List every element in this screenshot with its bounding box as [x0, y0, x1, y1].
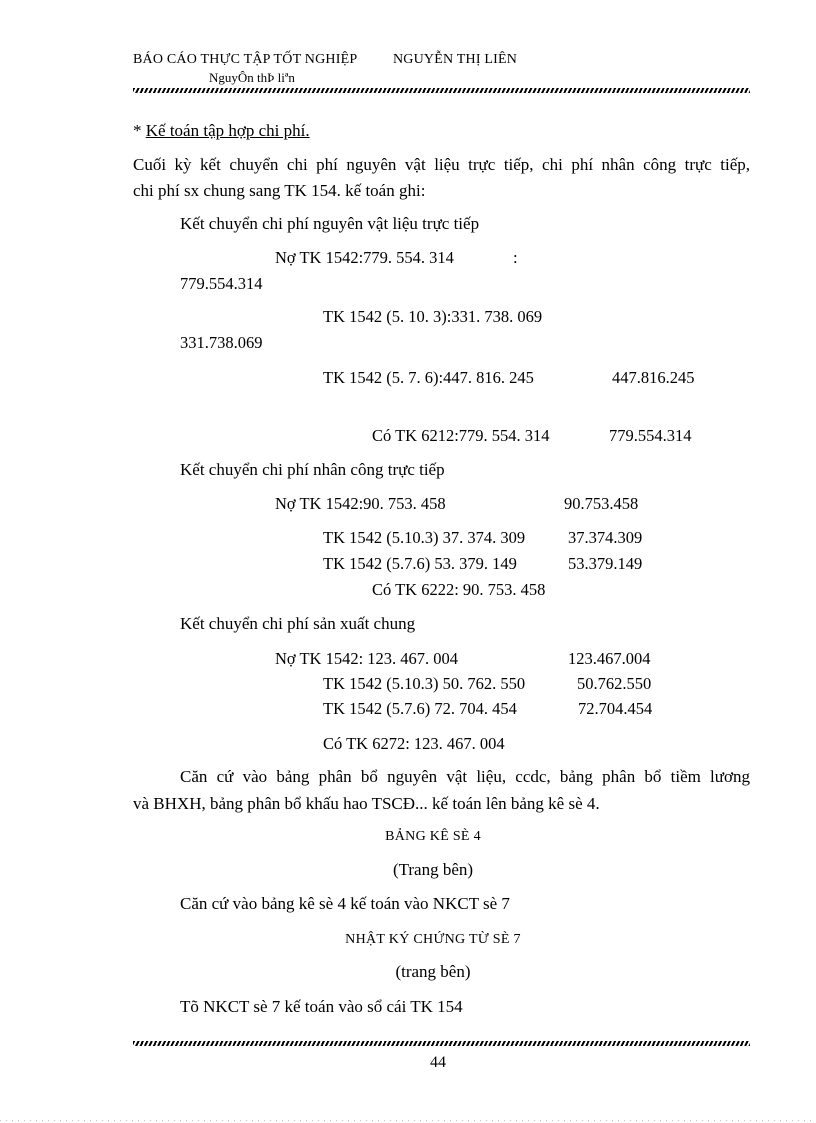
sxc-sub-2: TK 1542 (5.7.6) 72. 704. 454: [323, 699, 517, 718]
table-4-note: (Trang bên): [392, 860, 474, 879]
journal-7-title: NHẬT KÝ CHỨNG TỪ SÈ 7: [345, 932, 521, 947]
page-number: 44: [430, 1054, 446, 1071]
sxc-debit-line: Nợ TK 1542: 123. 467. 004: [275, 649, 459, 668]
journal-7-note: (trang bên): [395, 962, 471, 981]
sxc-sub-2-amount: 72.704.454: [578, 699, 653, 718]
nvl-sub-2-amount: 447.816.245: [612, 368, 695, 387]
nc-sub-2: TK 1542 (5.7.6) 53. 379. 149: [323, 554, 517, 573]
nc-heading: Kết chuyển chi phí nhân công trực tiếp: [180, 460, 445, 479]
nvl-credit-amount: 779.554.314: [609, 426, 692, 445]
nc-debit-line: Nợ TK 1542:90. 753. 458: [275, 494, 446, 513]
nkct-line: Căn cứ vào bảng kê sè 4 kế toán vào NKCT sè 7: [180, 894, 510, 913]
sxc-debit-amount: 123.467.004: [568, 649, 651, 668]
sxc-sub-1-amount: 50.762.550: [577, 674, 652, 693]
nvl-credit-line: Có TK 6212:779. 554. 314: [372, 426, 550, 445]
header-author-name: NGUYỄN THỊ LIÊN: [393, 52, 518, 67]
para-line-1: Căn cứ vào bảng phân bổ nguyên vật liệu, ccdc, bảng phân bổ tiềm lương: [180, 767, 750, 786]
nvl-debit-line: Nợ TK 1542:779. 554. 314: [275, 248, 454, 267]
header-report-title: BÁO CÁO THỰC TẬP TỐT NGHIỆP: [133, 52, 358, 67]
para-line-2: và BHXH, bảng phân bổ khấu hao TSCĐ... kế toán lên bảng kê sè 4.: [133, 794, 600, 813]
section-title-text: * Kế toán tập hợp chi phí.: [133, 121, 310, 140]
nvl-sub-2: TK 1542 (5. 7. 6):447. 816. 245: [323, 368, 534, 387]
sxc-credit-line: Có TK 6272: 123. 467. 004: [323, 734, 505, 753]
sxc-heading: Kết chuyển chi phí sản xuất chung: [180, 614, 416, 633]
header-author-garbled: NguyÔn thÞ liªn: [209, 70, 295, 85]
intro-line-2: chi phí sx chung sang TK 154. kế toán ghi:: [133, 181, 426, 200]
nvl-debit-amount: 779.554.314: [180, 274, 263, 293]
nvl-debit-colon: :: [513, 248, 518, 267]
nc-credit-line: Có TK 6222: 90. 753. 458: [372, 580, 546, 599]
ledger-line: Tõ NKCT sè 7 kế toán vào sổ cái TK 154: [180, 997, 463, 1016]
page-bottom-dotted-edge: [0, 1120, 816, 1121]
nc-sub-1-amount: 37.374.309: [568, 528, 643, 547]
nc-debit-amount: 90.753.458: [564, 494, 639, 513]
nvl-sub-1: TK 1542 (5. 10. 3):331. 738. 069: [323, 307, 543, 326]
nc-sub-2-amount: 53.379.149: [568, 554, 643, 573]
table-4-title: BẢNG KÊ SÈ 4: [385, 829, 481, 844]
nvl-sub-1-amount: 331.738.069: [180, 333, 263, 352]
nc-sub-1: TK 1542 (5.10.3) 37. 374. 309: [323, 528, 526, 547]
section-title: [133, 121, 310, 141]
header-rule: [133, 88, 750, 93]
intro-line-1: Cuối kỳ kết chuyển chi phí nguyên vật liệu trực tiếp, chi phí nhân công trực tiếp,: [133, 155, 750, 174]
nvl-heading: Kết chuyển chi phí nguyên vật liệu trực tiếp: [180, 214, 480, 233]
footer-rule: [133, 1041, 750, 1046]
sxc-sub-1: TK 1542 (5.10.3) 50. 762. 550: [323, 674, 526, 693]
